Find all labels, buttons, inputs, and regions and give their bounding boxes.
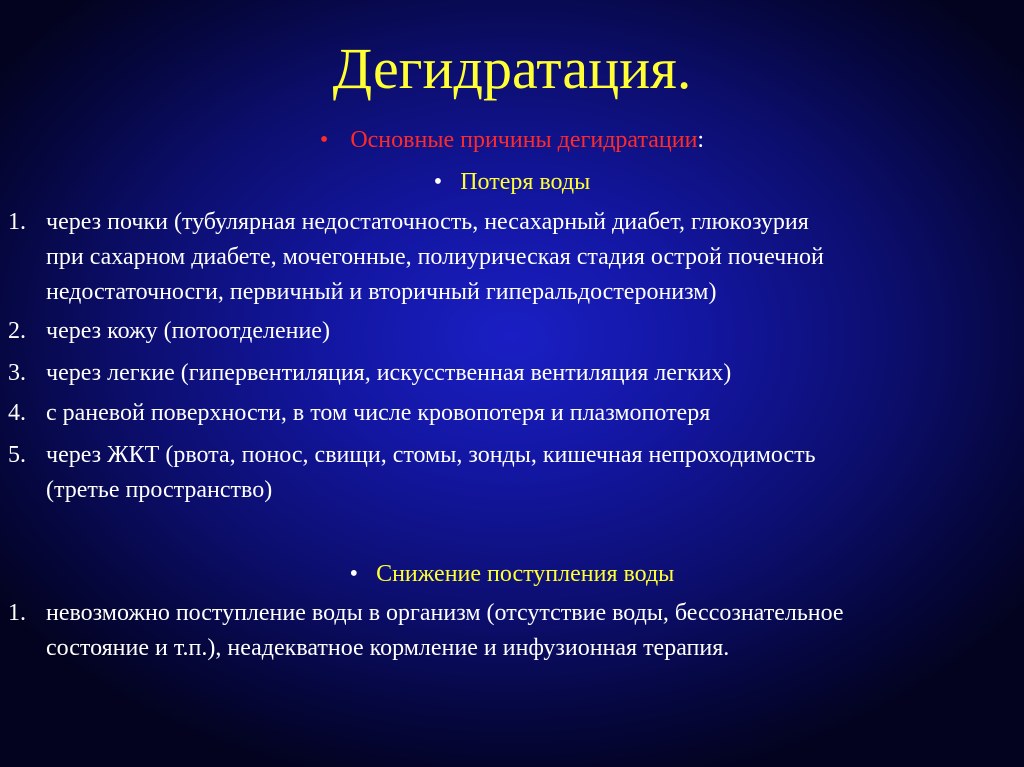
list-item-number: 2. xyxy=(8,318,26,344)
list-item xyxy=(8,596,1008,666)
list-item-text: невозможно поступление воды в организм (отсутствие воды, бессознательное состояние и т.п.), неадекватное кормление и инфузионная терапия. xyxy=(46,600,844,661)
list-item-number: 3. xyxy=(8,360,26,386)
slide-title: Дегидратация. xyxy=(332,36,692,101)
list-item-number: 1. xyxy=(8,600,26,626)
list-item-text: с раневой поверхности, в том числе кровопотеря и плазмопотеря xyxy=(46,400,711,426)
list-item xyxy=(8,205,1008,310)
list-item-number: 1. xyxy=(8,209,26,235)
list-item-text: через ЖКТ (рвота, понос, свищи, стомы, зонды, кишечная непроходимость (третье пространство) xyxy=(46,442,816,503)
list-item-text: через легкие (гипервентиляция, искусственная вентиляция легких) xyxy=(46,360,732,386)
water-loss-heading-text: Потеря воды xyxy=(460,169,591,195)
list-item xyxy=(8,314,1008,349)
bullet-icon: • xyxy=(433,169,443,195)
list-item-text: через кожу (потоотделение) xyxy=(46,318,330,344)
list-item-number: 5. xyxy=(8,442,26,468)
list-item-text: через почки (тубулярная недостаточность, несахарный диабет, глюкозурия при сахарном диабете, мочегонные, полиурическая стадия острой почечной недостаточносги, первичный и вторичный гиперальдостеронизм) xyxy=(46,209,824,305)
causes-heading-text: Основные причины дегидратации xyxy=(350,127,698,153)
water-loss-heading xyxy=(0,167,1024,197)
list-item xyxy=(8,438,1008,508)
reduced-intake-heading-text: Снижение поступления воды xyxy=(376,561,675,587)
list-item xyxy=(8,396,1008,431)
bullet-icon: • xyxy=(319,127,329,153)
list-item-number: 4. xyxy=(8,400,26,426)
causes-heading xyxy=(0,125,1024,155)
list-item xyxy=(8,356,1008,391)
reduced-intake-heading xyxy=(0,559,1024,589)
causes-heading-colon: : xyxy=(697,127,705,153)
bullet-icon: • xyxy=(349,561,359,587)
